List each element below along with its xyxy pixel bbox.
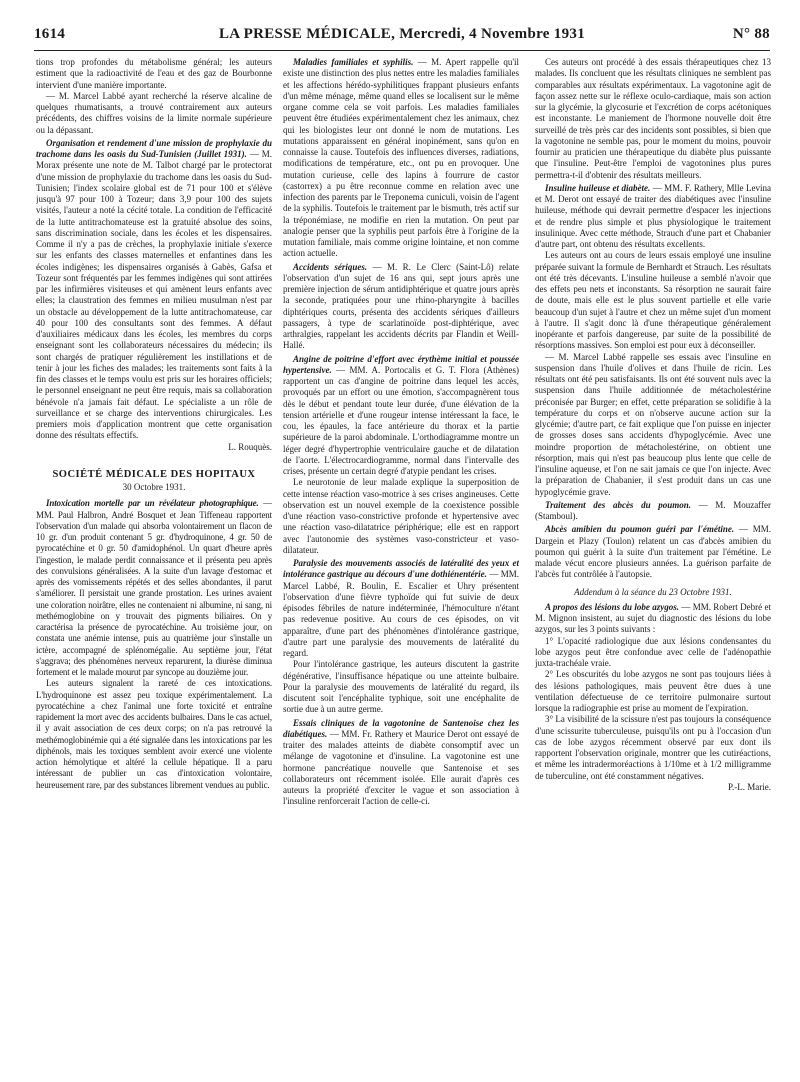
article-title: Angine de poitrine d'effort avec érythème initial et poussée hypertensive. (283, 353, 519, 375)
issue-number: N° 88 (732, 26, 770, 42)
article-title: Essais cliniques de la vagotonine de Santenoise chez les diabétiques. (283, 717, 519, 739)
article-body: — MM. Paul Halbron, André Bosquet et Jean Tiffeneau rapportent l'observation d'un malade qui absorba volontairement un flacon de 10 gr. d'un produit contenant 5 gr. d'hydroquinone, 4 gr. 50 de pyrocatéchine et 0 gr. 50 d'amidophénol. Un quart d'heure après l'ingestion, le malade perdit connaissance et il présenta peu après des convulsions généralisées. A la suite d'un lavage d'estomac et après des vomissements répétés et des selles abondantes, il parut s'améliorer. Il persistait une grande prostation. Les urines avaient une coloration noirâtre, elles ne contenaient ni albumine, ni sang, ni methémoglobine on y trouvait des pigments biliaires. On y caractérisa la présence de pyrocatéchine. Au troisième jour, on constata une anémie intense, puis au quatrième jour s'installe un ictère, accompagné de splénomégalie. Au septième jour, l'état s'aggrava; des phénomènes nerveux reparurent, la diurèse diminua fortement et le malade mourut par syncope au douzième jour. (36, 498, 272, 677)
section-heading: SOCIÉTÉ MÉDICALE DES HOPITAUX (52, 468, 256, 480)
article-title: Paralysie des mouvements associés de latéralité des yeux et intolérance gastrique au décours d'une dothiénentérie. (283, 558, 519, 580)
header-rule (34, 50, 770, 51)
article-body: — M. R. Le Clerc (Saint-Lô) relate l'observation d'un sujet de 16 ans qui, sept jours après une première injection de sérum antidiphtérique et quatre jours après la seconde, pratiquées pour une rhino-pharyngite à bacilles diphtériques courts, présenta des accidents sériques d'ailleurs passagers, à type de scarlatinoïde post-diphtérique, avec arthralgies, rappelant les accidents décrits par Flandin et Weill-Hallé. (283, 261, 519, 351)
paragraph: Les auteurs ont au cours de leurs essais employé une insuline préparée suivant la formule de Bernhardt et Strauch. Les résultats ont été très décevants. L'insuline huileuse a semblé n'avoir que des effets peu nets et inconstants. Sa résorption ne saurait faire de doute, mais elle est le plus souvent partielle et elle varie beaucoup d'un sujet à l'autre et chez un même sujet d'un moment à l'autre. Il s'agit donc là d'une thérapeutique généralement inopérante et parfois dangereuse, par suite de la possibilité de résorptions massives. Son emploi est pour eux à déconseiller. (535, 250, 771, 351)
column-left (36, 57, 272, 1067)
article (283, 558, 519, 659)
paragraph: — M. Marcel Labbé rappelle ses essais avec l'insuline en suspension dans l'huile d'olives et dans l'huile de ricin. Les résultats ont été peu satisfaisants. Ils ont été souvent nuls avec la suspension dans l'huile additionnée de métacholestérine préconisée par Burger; en effet, cette préparation se solidifie à la température du corps et on n'observe aucune action sur la glycémie; d'autre part, ce fait explique que l'on puisse en injecter de grosses doses sans accidents d'hypoglycémie. Avec une moindre proportion de métacholestérine, on obtient une résorption, mais qui n'est pas beaucoup plus lente que celle de l'insuline aqueuse, et l'on ne sait jamais ce que l'on injecte. Avec la préparation de Chabanier, il s'est produit dans un cas une hypoglycémie grave. (535, 351, 771, 497)
article-body: — M. Mouzaffer (Stamboul). (535, 499, 771, 521)
addendum-heading: Addendum à la séance du 23 Octobre 1931. (574, 586, 732, 597)
article-body: — M. Morax présente une note de M. Talbot chargé par le protectorat d'une mission de prophylaxie du trachome dans les oasis du Sud-Tunisien; l'index scolaire global est de 71 pour 100 et s'élève jusqu'à 97 pour 100 à Tozeur; dans 3,9 pour 100 des sujets visités, l'auteur a noté la cécité totale. La condition de l'efficacité de la lutte antitrachomateuse est la gratuité absolue des soins, sans discrimination sociale, dans les écoles et les dispensaires. Comme il n'y a pas de crèches, la prophylaxie initiale s'exerce sur les enfants des classes maternelles et enfantines dans les écoles indigènes; les dispensaires organisés à Gabès, Gafsa et Tozeur sont fréquentés par les femmes indigènes qui sont attirées par les infirmières visiteuses et qui amènent leurs enfants avec elles; la claustration des femmes en milieu musulman n'est par un obstacle au développement de la lutte antitrachomateuse, car 40 pour 100 des consultants sont des femmes. A défaut d'auxiliaires médicaux dans les écoles, les membres du corps enseignant sont les collaborateurs nécessaires du médecin; ils sont chargés de pratiquer régulièrement les instillations et de tenir à jour les fiches des malades; les traitements sont faits à la fin des classes et le temps voulu est pris sur les horaires officiels; le personnel enseignant ne peut être requis, mais sa collaboration bénévole n'a jamais fait défaut. Le spécialiste a un rôle de surveillance et se charge des interventions chirurgicales. Les premiers mois d'application montrent que cette organisation donne des résultats effectifs. (36, 149, 272, 441)
article-title: Accidents sériques. (293, 261, 368, 272)
article-body: — MM. A. Portocalis et G. T. Flora (Athènes) rapportent un cas d'angine de poitrine dans lequel les accès, provoqués par un effort ou une émotion, s'accompagnèrent tous dès le début et pendant toute leur durée, d'une élévation de la tension artérielle et d'une rougeur intense intéressant la face, le cou, les épaules, la face antérieure du thorax et la partie supérieure de la paroi abdominale. L'orthodiagramme montre un léger degré d'hypertrophie ventriculaire gauche et de dilatation de l'aorte. L'électrocardiogramme, normal dans l'intervalle des crises, présente un certain degré d'atypie pendant les crises. (283, 364, 519, 476)
article-title: Abcès amibien du poumon guéri par l'émétine. (545, 524, 735, 535)
article (535, 500, 771, 523)
list-item: 1° L'opacité radiologique due aux lésions condensantes du lobe azygos peut être confondue avec celle de l'adénopathie juxta-trachéale vraie. (535, 635, 771, 668)
article (283, 262, 519, 352)
article (535, 183, 771, 251)
list-item: 2° Les obscurités du lobe azygos ne sont pas toujours liées à des lésions pathologiques, mais peuvent être dues à une ventilation défectueuse de ce territoire pulmonaire surtout lorsque la radiographie est prise au moment de l'expiration. (535, 669, 771, 713)
article-title: Insuline huileuse et diabète. (545, 182, 651, 193)
article-title: Organisation et rendement d'une mission de prophylaxie du trachome dans les oasis du Sud-Tunisien (Juillet 1931). (36, 137, 272, 159)
article-title: Intoxication mortelle par un révélateur photographique. (46, 498, 259, 509)
article-body: — M. Apert rappelle qu'il existe une distinction des plus nettes entre les maladies familiales et les affections hérédo-syphilitiques frappant plusieurs enfants d'un même ménage, même quand elles se localisent sur le même organe comme cela se voit parfois. Les maladies familiales peuvent être étudiées expérimentalement chez les animaux, chez qui les biologistes leur ont donné le nom de mutations. Les mutations apparaissent en général inopinément, sans qu'on en connaisse la cause. Toutefois des influences diverses, radiations, modifications de température, etc., ont pu en provoquer. Une mutation curieuse, celle des lapins à fourrure de castor (castorrex) a pu être reconnue comme en relation avec une infection des parents par le Treponema cuniculi, voisin de l'agent de la syphilis. Toutefois le traitement par le bismuth, très actif sur la tréponémiase, ne modifie en rien la mutation. On peut par analogie penser que la syphilis peut parfois être à l'origine de la mutation familiale, mais comme origine lointaine, et non comme action actuelle. (283, 57, 519, 259)
article (283, 354, 519, 478)
article-body: — MM. Fr. Rathery et Maurice Derot ont essayé de traiter des malades atteints de diabète consomptif avec un mélange de vagotonine et d'insuline. La vagotonine est une hormone pancréatique nouvelle que Santenoise et ses collaborateurs ont récemment isolée. Elle aurait d'après ces auteurs la propriété d'exciter le vague et son association à l'insuline renforcerait l'action de celle-ci. (283, 728, 519, 807)
article-body: — MM. Robert Debré et M. Mignon insistent, au sujet du diagnostic des lésions du lobe azygos, sur les 3 points suivants : (535, 601, 771, 635)
article-title: A propos des lésions du lobe azygos. (545, 601, 679, 612)
article (36, 138, 272, 442)
article-body: — MM. Marcel Labbé, R. Boulin, E. Escalier et Uhry présentent l'observation d'une fièvre typhoïde qui fut suivie de deux épisodes fébriles de nature indéterminée, l'hémoculture n'étant pas redevenue positive. Au cours de ces épisodes, on vit apparaître, d'une part des phénomènes d'intolérance gastrique, d'autre part une paralysie des mouvements de latéralité du regard. (283, 569, 519, 658)
column-right (535, 57, 771, 1067)
article-body: — MM. F. Rathery, Mlle Levina et M. Derot ont essayé de traiter des diabétiques avec l'insuline huileuse, méthode qui devrait permettre d'espacer les injections et de rendre plus simple et plus physiologique le traitement insulinique. Avec cette méthode, Strauch d'une part et Chabanier d'autre part, ont obtenu des résultats excellents. (535, 182, 771, 249)
article (283, 718, 519, 808)
paragraph: Les auteurs signalent la rareté de ces intoxications. L'hydroquinone est assez peu toxique expérimentalement. La pyrocatéchine a chez l'animal une forte toxicité et entraîne rapidement la mort avec des accidents bulbaires. Dans le cas actuel, il y avait association de ces deux corps; on n'a pas retrouvé la methémoglobinémie qui a été signalée dans les intoxications par les diphénols, mais les toxiques semblent avoir exercé une violente action hémolytique et altéré la cellule hépatique. Il a paru intéressant de publier un cas d'intoxication volontaire, heureusement rare, par des substances librement vendues au public. (36, 678, 272, 790)
running-header (34, 26, 770, 46)
paragraph: Ces auteurs ont procédé à des essais thérapeutiques chez 13 malades. Ils concluent que les résultats cliniques ne semblent pas comparables aux résultats expérimentaux. La vagotonine agit de façon assez nette sur le réflexe oculo-cardiaque, mais son action sur la glycémie, la glycosurie et l'excrétion de corps acétoniques est inconstante. Le maniement de l'hormone nouvelle doit être surveillé de très près car des incidents sont possibles, si bien que la vagotonine ne semble pas, pour le moment du moins, pouvoir fournir au praticien une thérapeutique du diabète plus puissante que l'insuline. Peut-être l'emploi de vagotonines plus pures permettra-t-il d'obtenir des résultats meilleurs. (535, 57, 771, 180)
article-title: Maladies familiales et syphilis. (293, 57, 414, 67)
article (535, 602, 771, 636)
page-number: 1614 (34, 26, 66, 42)
section-date: 30 Octobre 1931. (122, 482, 186, 492)
paragraph: Pour l'intolérance gastrique, les auteurs discutent la gastrite dégénérative, l'insuffisance hépatique ou une atteinte bulbaire. Pour la paralysie des mouvements de latéralité du regard, ils discutent soit l'encéphalite typhique, soit une encéphalite de sortie due à un autre germe. (283, 659, 519, 715)
article (283, 57, 519, 260)
article-body: — MM. Dargein et Plazy (Toulon) relatent un cas d'abcès amibien du poumon qui guérit à la suite d'un traitement par l'émétine. Le malade vécut encore plusieurs années. La guérison parfaite de l'abcès fut contrôlée à l'autopsie. (535, 524, 771, 580)
article (36, 498, 272, 678)
journal-title: LA PRESSE MÉDICALE, Mercredi, 4 Novembre 1931 (219, 26, 585, 42)
article (535, 524, 771, 580)
paragraph: — M. Marcel Labbé ayant recherché la réserve alcaline de quelques rhumatisants, a trouvé contrairement aux auteurs précédents, des chiffres voisins de la limite normale supérieure ou la dépassant. (36, 90, 272, 135)
signature: P.-L. Marie. (728, 781, 771, 792)
paragraph: Le neurotonie de leur malade explique la superposition de cette intense réaction vaso-motrice à ses crises angineuses. Cette observation est un nouvel exemple de la coexistence possible d'une réaction vaso-constrictive profonde et hypertensive avec une réaction vaso-dilatatrice périphérique; elle est en rapport avec l'autonomie des systèmes vaso-constricteur et vaso-dilatateur. (283, 477, 519, 555)
signature: L. Rouquès. (228, 441, 272, 452)
paragraph: tions trop profondes du métabolisme général; les auteurs estiment que la radioactivité de l'eau et des gaz de Bourbonne intervient d'une manière importante. (36, 57, 272, 90)
column-middle (283, 57, 519, 1067)
list-item: 3° La visibilité de la scissure n'est pas toujours la conséquence d'une scissurite tuberculeuse, puisqu'ils ont pu à l'occasion d'un cas de lobe azygos récemment observé par eux dont ils rapportent l'observation originale, montrer que les cutiréactions, et même les intradermoréactions à 1/10me et à 1/2 milligramme de tuberculine, ont été constamment négatives. (535, 714, 771, 781)
article-title: Traitement des abcès du poumon. (545, 499, 691, 510)
